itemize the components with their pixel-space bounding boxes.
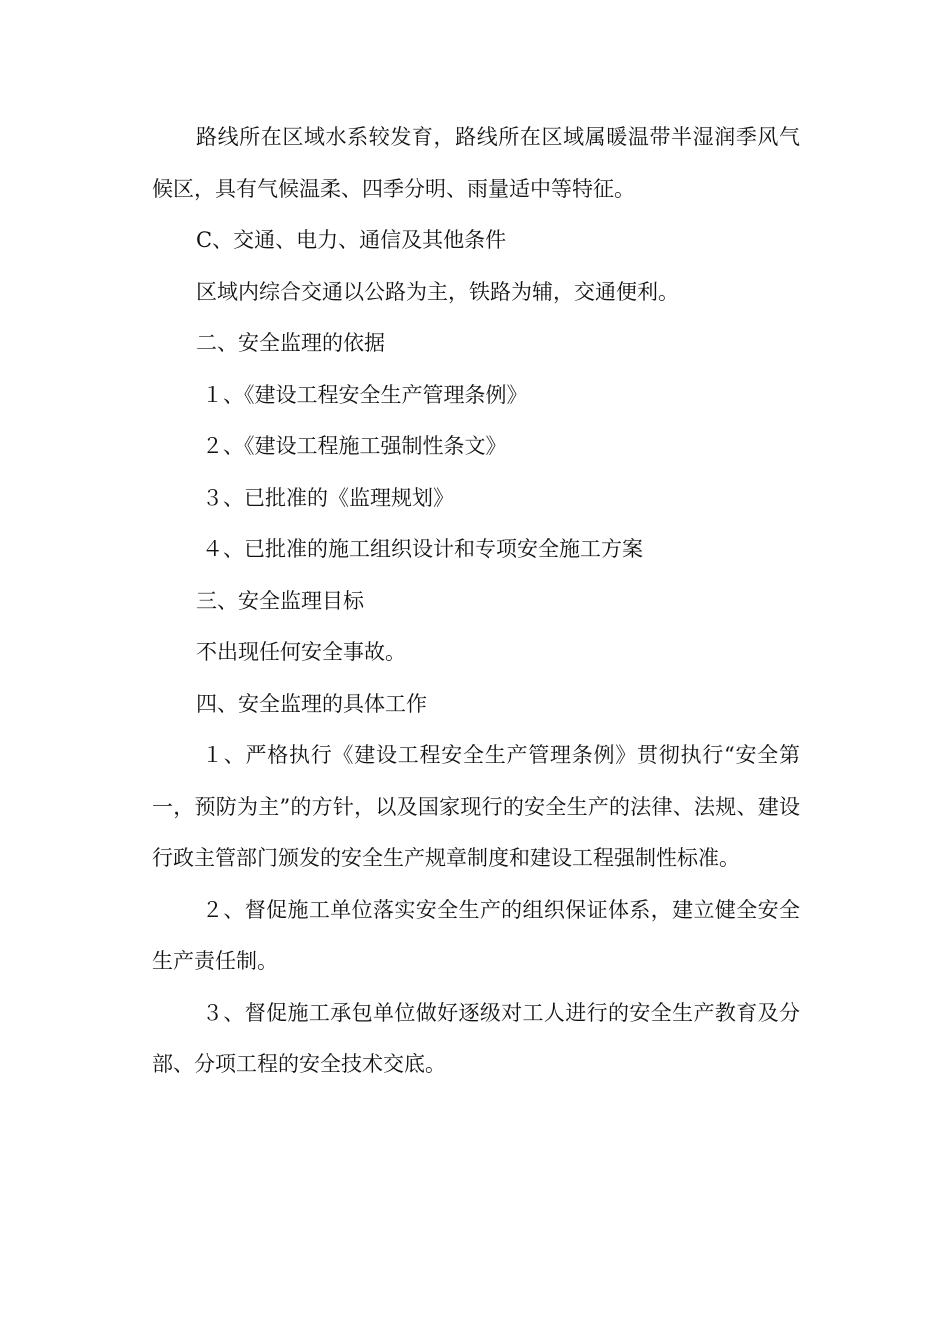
document-body: [152, 112, 800, 1091]
paragraph-safety-goal: 不出现任何安全事故。: [196, 640, 406, 664]
list-item-work-1: １、严格执行《建设工程安全生产管理条例》贯彻执行“安全第一，预防为主”的方针，以及国家现行的安全生产的法律、法规、建设行政主管部门颁发的安全生产规章制度和建设工程强制性标准。: [152, 743, 800, 870]
list-item-work-3: ３、督促施工承包单位做好逐级对工人进行的安全生产教育及分部、分项工程的安全技术交底。: [152, 1000, 800, 1076]
list-item-basis-2: ２、《建设工程施工强制性条文》: [202, 434, 507, 458]
heading-transport-conditions: C、交通、电力、通信及其他条件: [196, 228, 507, 252]
list-item-basis-4: ４、已批准的施工组织设计和专项安全施工方案: [202, 537, 643, 561]
list-item-basis-3: ３、已批准的《监理规划》: [202, 485, 454, 510]
paragraph-climate: 路线所在区域水系较发育，路线所在区域属暖温带半湿润季风气候区，具有气候温柔、四季分明、雨量适中等特征。: [152, 125, 800, 201]
list-item-basis-1: １、《建设工程安全生产管理条例》: [202, 382, 528, 407]
heading-safety-basis: 二、安全监理的依据: [196, 331, 385, 355]
heading-specific-work: 四、安全监理的具体工作: [196, 691, 427, 716]
heading-safety-goal: 三、安全监理目标: [196, 588, 364, 613]
paragraph-transport: 区域内综合交通以公路为主，铁路为辅，交通便利。: [196, 279, 679, 304]
list-item-work-2: ２、督促施工单位落实安全生产的组织保证体系，建立健全安全生产责任制。: [152, 897, 800, 973]
